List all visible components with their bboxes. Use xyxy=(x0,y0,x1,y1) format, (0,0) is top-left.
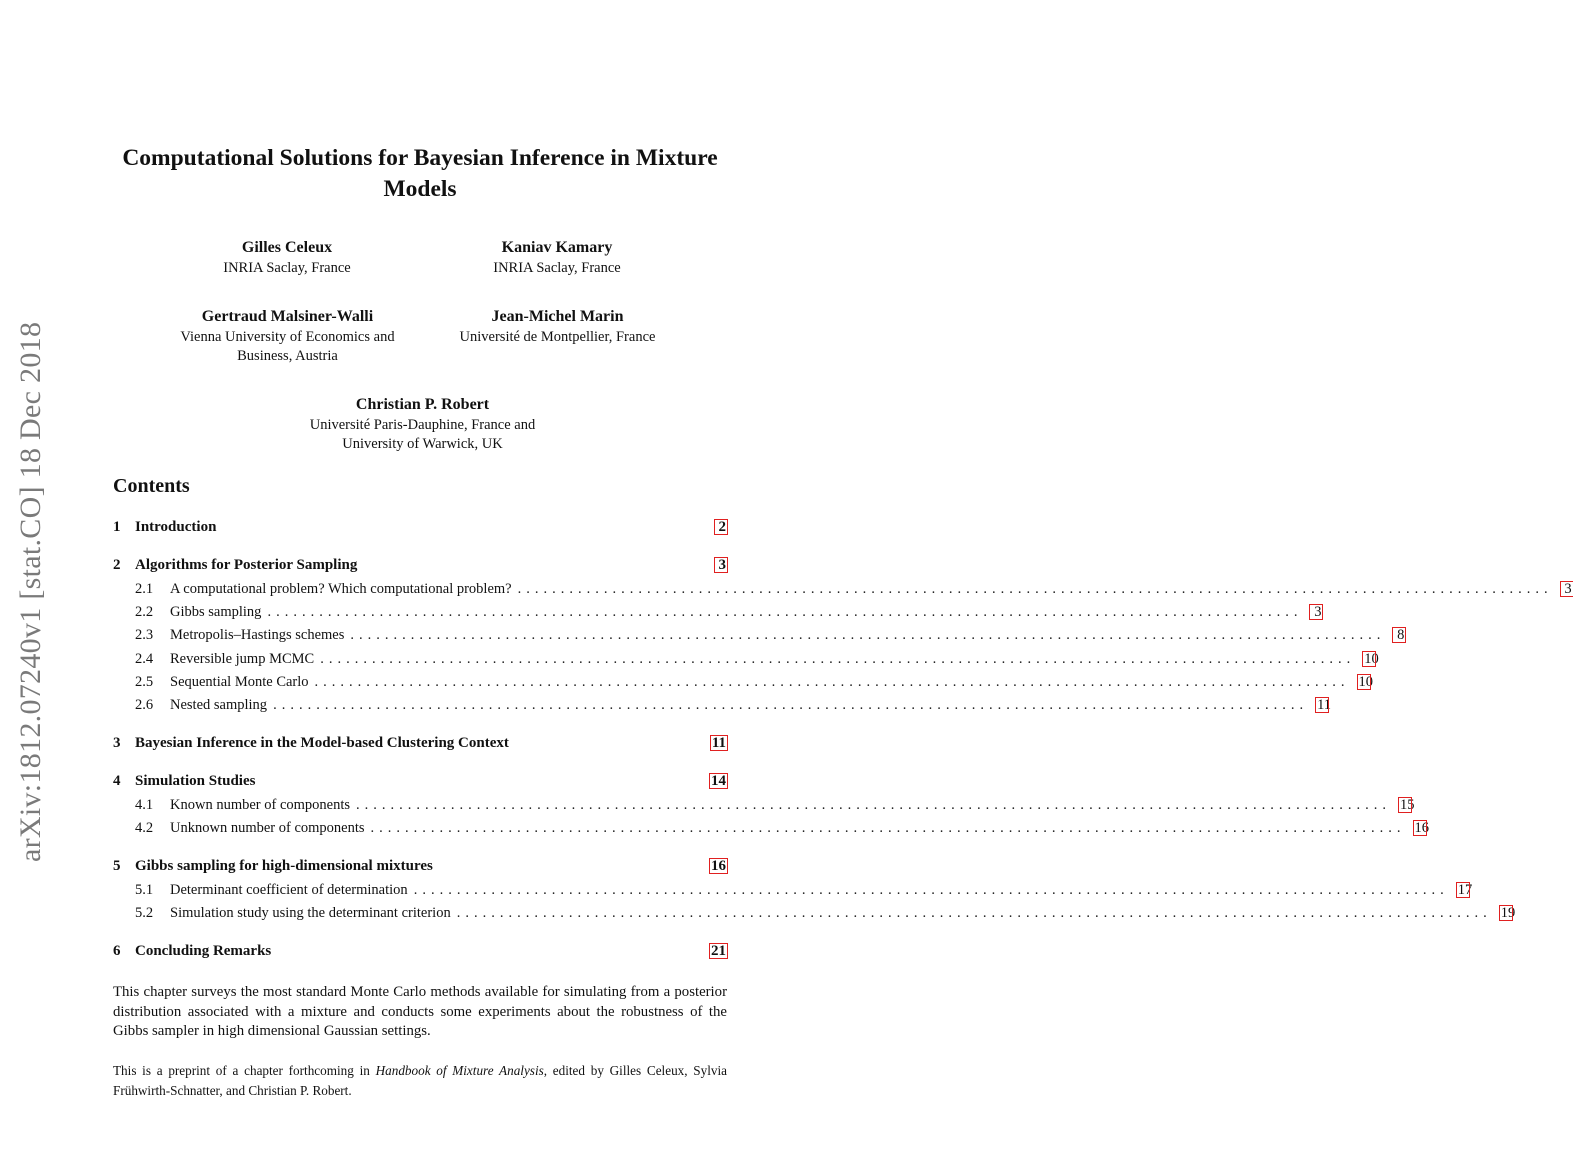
author-name: Kaniav Kamary xyxy=(501,239,613,256)
toc-page-link[interactable]: 3 xyxy=(1310,605,1322,619)
toc-entry-number: 4.1 xyxy=(135,797,154,813)
toc-subsection-entry[interactable] xyxy=(135,651,1379,669)
toc-subsection-entry[interactable] xyxy=(135,797,1415,815)
toc-page-link[interactable]: 11 xyxy=(1317,697,1332,713)
toc-entry-title: Determinant coefficient of determination xyxy=(170,882,408,898)
toc-section-entry[interactable] xyxy=(113,943,727,961)
toc-section-entry[interactable] xyxy=(113,557,727,575)
toc-section-entry[interactable] xyxy=(113,773,727,791)
toc-entry-title: Simulation Studies xyxy=(135,773,256,789)
toc-page-link[interactable]: 14 xyxy=(711,773,726,789)
author-affiliation: Université Paris-Dauphine, France and University of Warwick, UK xyxy=(309,417,536,452)
toc-page-link[interactable]: 17 xyxy=(1457,882,1473,898)
toc-entry-title: Reversible jump MCMC xyxy=(170,651,315,667)
preprint-note-text: , edited by Gilles Celeux, Sylvia Frühwirth-Schnatter, and Christian P. Robert. xyxy=(113,1063,727,1098)
toc-entry-number: 5.1 xyxy=(135,882,154,898)
author-name: Christian P. Robert xyxy=(355,396,490,413)
preprint-note-text: This is a preprint of a chapter forthcoming in xyxy=(113,1063,376,1078)
toc-entry-title: Known number of components xyxy=(170,797,351,813)
toc-page-link[interactable]: 10 xyxy=(1364,651,1379,667)
toc-entry-title: Nested sampling xyxy=(170,697,268,713)
toc-page-link[interactable]: 15 xyxy=(1400,797,1415,813)
toc-subsection-entry[interactable] xyxy=(135,581,1572,599)
toc-subsection-entry[interactable] xyxy=(135,905,1516,923)
author-affiliation: Université de Montpellier, France xyxy=(459,329,656,345)
toc-entry-title: Simulation study using the determinant criterion xyxy=(170,905,451,921)
toc-subsection-entry[interactable] xyxy=(135,604,1322,622)
toc-entry-title: Bayesian Inference in the Model-based Clustering Context xyxy=(135,735,509,751)
preprint-note xyxy=(113,1061,727,1100)
book-title: Handbook of Mixture Analysis xyxy=(375,1063,544,1078)
toc-entry-number: 2.6 xyxy=(135,697,154,713)
toc-section-entry[interactable] xyxy=(113,519,727,537)
toc-page-link[interactable]: 16 xyxy=(711,858,726,874)
toc-leader-dots: ........................................................................................................................ xyxy=(356,797,1392,813)
toc-leader-dots: ........................................................................................................................ xyxy=(314,674,1350,690)
toc-leader-dots: ........................................................................................................................ xyxy=(370,820,1406,836)
toc-entry-number: 4 xyxy=(113,773,121,789)
toc-entry-title: A computational problem? Which computational problem? xyxy=(170,581,512,597)
author-block xyxy=(440,307,675,347)
toc-page-link[interactable]: 3 xyxy=(715,558,727,572)
toc-subsection-entry[interactable] xyxy=(135,697,1332,715)
author-name: Gertraud Malsiner-Walli xyxy=(201,308,374,325)
toc-subsection-entry[interactable] xyxy=(135,882,1473,900)
toc-page-link[interactable]: 16 xyxy=(1414,820,1430,836)
author-block xyxy=(197,238,377,278)
toc-leader-dots: ........................................................................................................................ xyxy=(350,627,1386,643)
toc-page-link[interactable]: 21 xyxy=(711,943,726,959)
toc-entry-number: 1 xyxy=(113,519,121,535)
toc-leader-dots: ........................................................................................................................ xyxy=(456,905,1492,921)
toc-leader-dots: ........................................................................................................................ xyxy=(413,882,1449,898)
toc-section-entry[interactable] xyxy=(113,735,727,753)
toc-entry-number: 2.2 xyxy=(135,604,154,620)
toc-page-link[interactable]: 2 xyxy=(715,520,727,534)
author-block xyxy=(462,238,652,278)
toc-entry-number: 5 xyxy=(113,858,121,874)
arxiv-identifier-stamp: arXiv:1812.07240v1 [stat.CO] 18 Dec 2018 xyxy=(14,321,47,862)
toc-entry-title: Unknown number of components xyxy=(170,820,365,836)
toc-page-link[interactable]: 3 xyxy=(1561,582,1573,596)
toc-entry-title: Concluding Remarks xyxy=(135,943,272,959)
contents-heading: Contents xyxy=(113,475,190,497)
author-affiliation: INRIA Saclay, France xyxy=(493,260,621,276)
toc-entry-title: Algorithms for Posterior Sampling xyxy=(135,557,358,573)
toc-page-link[interactable]: 8 xyxy=(1393,628,1405,642)
author-affiliation: INRIA Saclay, France xyxy=(223,260,351,276)
toc-entry-number: 5.2 xyxy=(135,905,154,921)
toc-entry-title: Gibbs sampling xyxy=(170,604,262,620)
author-block xyxy=(160,307,415,366)
toc-entry-number: 2.3 xyxy=(135,627,154,643)
paper-title: Computational Solutions for Bayesian Inference in Mixture Models xyxy=(122,145,718,202)
toc-entry-number: 4.2 xyxy=(135,820,154,836)
toc-subsection-entry[interactable] xyxy=(135,627,1405,645)
toc-entry-number: 6 xyxy=(113,943,121,959)
toc-entry-number: 2.1 xyxy=(135,581,154,597)
toc-entry-number: 2.4 xyxy=(135,651,154,667)
toc-entry-number: 3 xyxy=(113,735,121,751)
author-name: Jean-Michel Marin xyxy=(491,308,624,325)
toc-leader-dots: ........................................................................................................................ xyxy=(273,697,1309,713)
toc-entry-number: 2.5 xyxy=(135,674,154,690)
toc-entry-title: Introduction xyxy=(135,519,217,535)
author-name: Gilles Celeux xyxy=(241,239,333,256)
author-block xyxy=(285,395,560,454)
toc-entry-number: 2 xyxy=(113,557,121,573)
toc-section-entry[interactable] xyxy=(113,858,727,876)
toc-entry-title: Sequential Monte Carlo xyxy=(170,674,309,690)
toc-subsection-entry[interactable] xyxy=(135,820,1430,838)
toc-entry-title: Metropolis–Hastings schemes xyxy=(170,627,345,643)
toc-entry-title: Gibbs sampling for high-dimensional mixtures xyxy=(135,858,433,874)
toc-page-link[interactable]: 19 xyxy=(1500,905,1516,921)
toc-leader-dots: ........................................................................................................................ xyxy=(267,604,1303,620)
author-affiliation: Vienna University of Economics and Business, Austria xyxy=(180,329,395,364)
toc-leader-dots: ........................................................................................................................ xyxy=(517,581,1553,597)
toc-page-link[interactable]: 11 xyxy=(711,735,726,751)
toc-leader-dots: ........................................................................................................................ xyxy=(320,651,1356,667)
abstract-text: This chapter surveys the most standard Monte Carlo methods available for simulating from a posterior distribution associated with a mixture and conducts some experiments about the robustness of the Gibbs sampler in high dimensional Gaussian settings. xyxy=(113,984,727,1039)
toc-subsection-entry[interactable] xyxy=(135,674,1374,692)
toc-page-link[interactable]: 10 xyxy=(1358,674,1374,690)
